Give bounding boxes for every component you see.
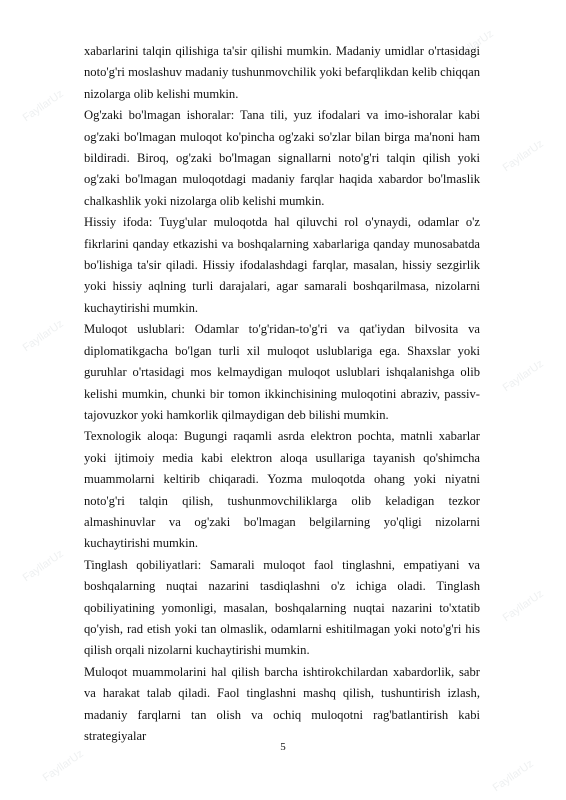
- paragraph-communication-styles: Muloqot uslublari: Odamlar to'g'ridan-to'g'ri va qat'iydan bilvosita va diplomatikgacha bo'lgan turli xil muloqot uslublariga ega. Shaxslar yoki guruhlar o'rtasidagi mos kelmaydigan muloqot uslublari ishqalanishga olib kelishi mumkin, chunki bir tomon ikkinchisining muloqotini abraziv, passiv-tajovuzkor yoki hamkorlik qilmaydigan deb bilishi mumkin.: [84, 322, 480, 422]
- paragraph-emotional-expression: Hissiy ifoda: Tuyg'ular muloqotda hal qiluvchi rol o'ynaydi, odamlar o'z fikrlarini qanday etkazishi va boshqalarning xabarlariga qanday munosabatda bo'lishiga ta'sir qiladi. Hissiy ifodalashdagi farqlar, masalan, hissiy sezgirlik yoki hissiy aqlning turli darajalari, agar samarali boshqarilmasa, nizolarni kuchaytirishi mumkin.: [84, 215, 480, 315]
- watermark: FayllarUz: [500, 587, 546, 625]
- watermark: FayllarUz: [20, 317, 66, 355]
- watermark: FayllarUz: [450, 27, 496, 65]
- watermark: FayllarUz: [20, 547, 66, 585]
- paragraph-listening-skills: Tinglash qobiliyatlari: Samarali muloqot faol tinglashni, empatiyani va boshqalarning nuqtai nazarini tasdiqlashni o'z ichiga oladi. Tinglash qobiliyatining yomonligi, masalan, boshqalarning nuqtai nazarini to'xtatib qo'yish, rad etish yoki tan olmaslik, odamlarni eshitilmagan yoki noto'g'ri his qilish orqali nizolarni kuchaytirishi mumkin.: [84, 557, 480, 658]
- watermark: FayllarUz: [500, 137, 546, 175]
- watermark: FayllarUz: [500, 357, 546, 395]
- watermark: FayllarUz: [20, 87, 66, 125]
- paragraph-technological-communication: Texnologik aloqa: Bugungi raqamli asrda elektron pochta, matnli xabarlar yoki ijtimoiy media kabi elektron aloqa usullariga tayanish qo'shimcha muammolarni keltirib chiqaradi. Yozma muloqotda ohang yoki niyatni noto'g'ri talqin qilish, tushunmovchiliklarga olib keladigan tezkor almashinuvlar va og'zaki bo'lmagan belgilarning yo'qligi nizolarni kuchaytirishi mumkin.: [84, 429, 480, 551]
- watermark: FayllarUz: [40, 747, 86, 785]
- page-number: 5: [280, 741, 286, 753]
- paragraph-cultural-expectations: xabarlarini talqin qilishiga ta'sir qilishi mumkin. Madaniy umidlar o'rtasidagi noto'g'ri moslashuv madaniy tushunmovchilik yoki befarqlikdan kelib chiqqan nizolarga olib kelishi mumkin.: [84, 44, 480, 101]
- paragraph-resolving-problems: Muloqot muammolarini hal qilish barcha ishtirokchilardan xabardorlik, sabr va harakat talab qiladi. Faol tinglashni mashq qilish, tushuntirish izlash, madaniy farqlarni tan olish va ochiq muloqotni rag'batlantirish kabi strategiyalar: [84, 664, 480, 743]
- paragraph-nonverbal-cues: Og'zaki bo'lmagan ishoralar: Tana tili, yuz ifodalari va imo-ishoralar kabi og'zaki bo'lmagan muloqot ko'pincha og'zaki so'zlar bilan birga ma'noni ham bildiradi. Biroq, og'zaki bo'lmagan signallarni noto'g'ri talqin qilish yoki og'zaki bo'lmagan muloqotdagi madaniy farqlar haqida xabardor bo'lmaslik chalkashlik yoki nizolarga olib kelishi mumkin.: [84, 108, 480, 208]
- body-text: [84, 41, 480, 747]
- watermark: FayllarUz: [490, 757, 536, 795]
